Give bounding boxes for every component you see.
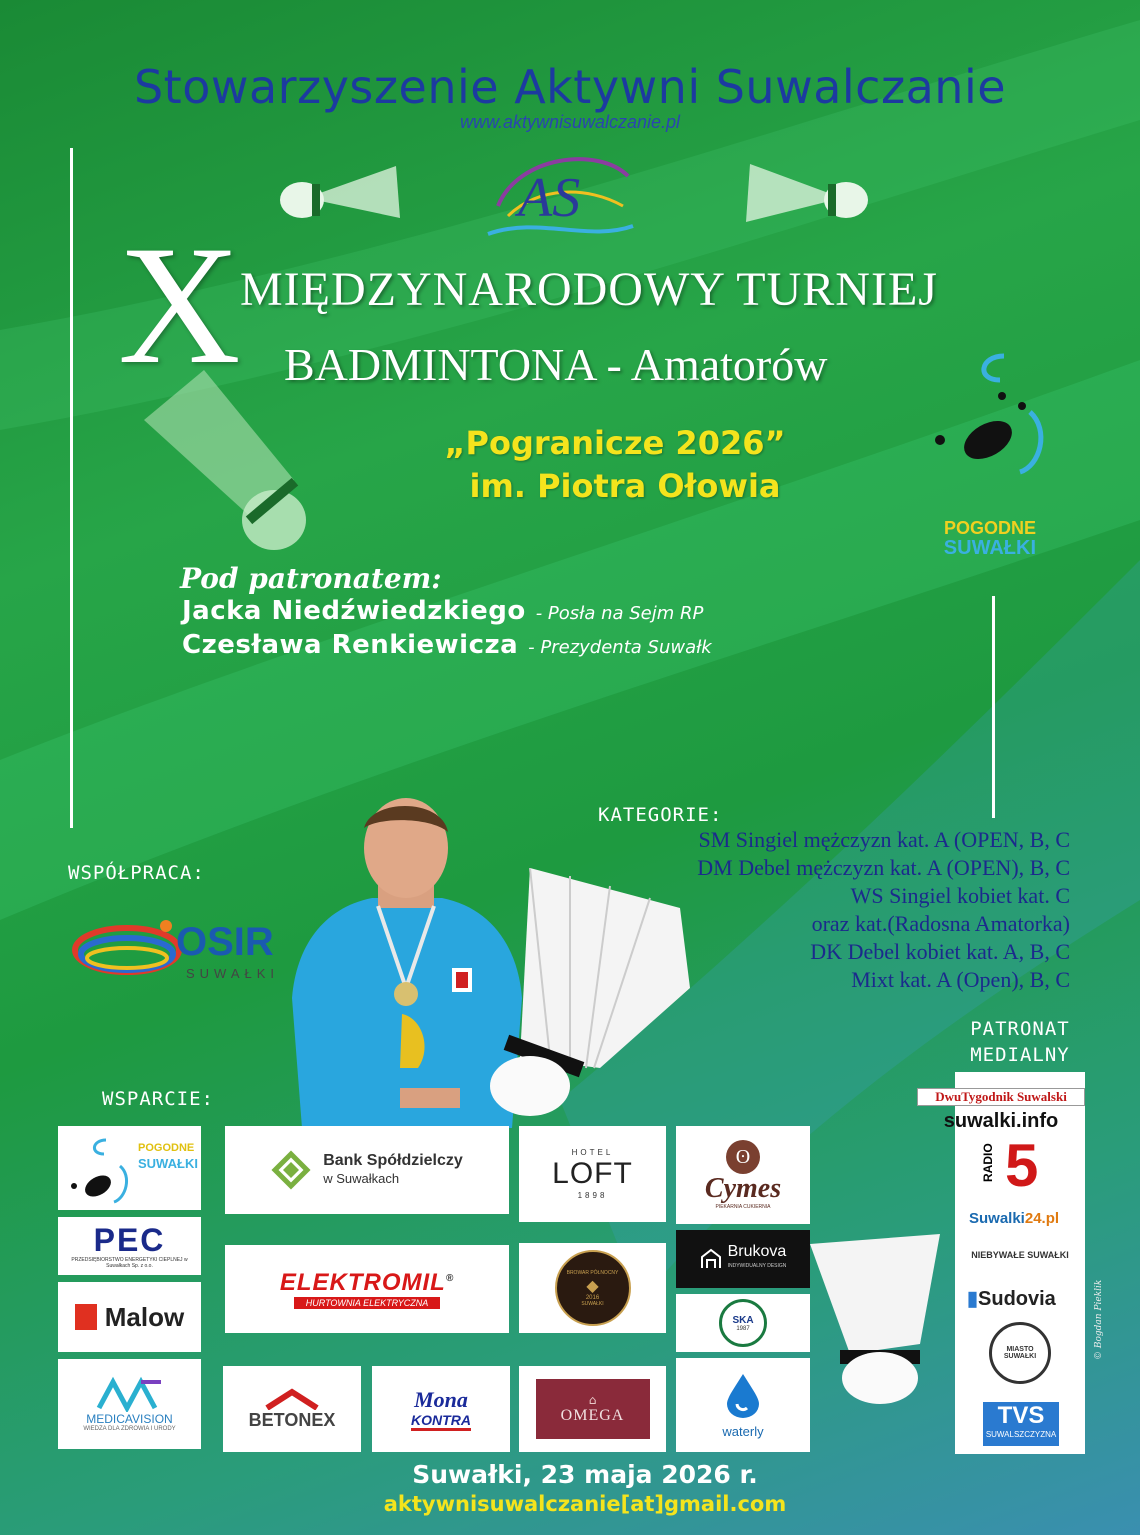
patron-name: Czesława Renkiewicza: [182, 630, 519, 660]
shuttlecock-icon: [742, 156, 872, 240]
sponsor-brukova: [676, 1230, 810, 1288]
patron-name: Jacka Niedźwiedzkiego: [182, 596, 526, 626]
organization-title: Stowarzyszenie Aktywni Suwalczanie: [133, 60, 1007, 114]
patronage-heading: Pod patronatem:: [180, 562, 442, 595]
ska-name: SKA: [732, 1314, 754, 1326]
pec-desc: PRZEDSIĘBIORSTWO ENERGETYKI CIEPLNEJ w Suwałkach Sp. z o.o.: [71, 1257, 188, 1269]
right-vertical-line: [992, 596, 995, 818]
radio-text: RADIO: [981, 1143, 995, 1182]
omega-name: OMEGA: [560, 1407, 625, 1424]
tvs-sub: SUWALSZCZYZNA: [985, 1430, 1057, 1439]
category-item: DM Debel mężczyzn kat. A (OPEN), B, C: [697, 855, 1070, 880]
title-line-2: BADMINTONA - Amatorów: [284, 339, 828, 390]
elektromil-desc: HURTOWNIA ELEKTRYCZNA: [294, 1297, 441, 1309]
category-item: DK Debel kobiet kat. A, B, C: [810, 939, 1070, 964]
brukova-desc: INDYWIDUALNY DESIGN: [727, 1263, 787, 1269]
osir-swoosh-icon: [72, 918, 182, 978]
sudovia-name: Sudovia: [978, 1288, 1056, 1310]
sponsor-malow: [58, 1282, 201, 1352]
patron-row: [182, 630, 712, 660]
cymes-desc: PIEKARNIA CUKIERNIA: [715, 1204, 771, 1210]
category-item: Mixt kat. A (Open), B, C: [851, 967, 1070, 992]
betonex-mark-icon: [257, 1388, 327, 1410]
event-date: Suwałki, 23 maja 2026 r.: [412, 1460, 758, 1489]
media-patrons-panel: [935, 1072, 1085, 1454]
media-label-line-1: PATRONAT: [970, 1018, 1070, 1040]
cymes-name: Cymes: [704, 1173, 782, 1204]
patron-role: - Prezydenta Suwałk: [528, 637, 712, 658]
cooperation-label: WSPÓŁPRACA:: [68, 862, 205, 884]
loft-name: LOFT: [552, 1157, 633, 1190]
suwalki-info-logo: suwalki.info: [943, 1110, 1059, 1132]
sponsor-bank-spoldzielczy: [225, 1126, 509, 1214]
suwalki24-suffix: 24.pl: [1024, 1210, 1060, 1227]
support-label: WSPARCIE:: [102, 1088, 214, 1110]
pogodne-small-text: [138, 1140, 198, 1172]
shuttlecock-icon: [276, 158, 406, 238]
bank-line-2: w Suwałkach: [323, 1171, 400, 1186]
elektromil-name-text: ELEKTROMIL: [279, 1269, 446, 1296]
contact-email[interactable]: aktywnisuwalczanie[at]gmail.com: [383, 1492, 787, 1516]
medicavision-name: MEDICAVISION: [86, 1412, 173, 1426]
sponsor-omega: [519, 1366, 666, 1452]
loft-top: HOTEL: [571, 1148, 614, 1157]
cymes-mark-icon: ʘ: [726, 1140, 760, 1174]
category-item: oraz kat.(Radosna Amatorka): [811, 911, 1070, 936]
omega-plate: [536, 1379, 650, 1439]
pogodne-small-line-2: SUWAŁKI: [138, 1156, 198, 1171]
miasto-suwalki-text: MIASTO SUWAŁKI: [1003, 1346, 1037, 1360]
water-drop-icon: [725, 1372, 761, 1418]
website-link[interactable]: www.aktywnisuwalczanie.pl: [459, 112, 681, 132]
bank-mark-icon: [271, 1150, 311, 1190]
sponsor-elektromil: [225, 1245, 509, 1333]
bank-text: [323, 1152, 463, 1188]
ska-badge: [719, 1299, 767, 1347]
malow-name: Malow: [104, 1301, 185, 1332]
malow-mark-icon: [75, 1304, 97, 1330]
photo-credit: © Bogdan Pieklik: [1094, 1279, 1104, 1360]
sponsor-browar-polnocny: [519, 1243, 666, 1333]
sponsor-pogodne-suwalki: [58, 1126, 201, 1210]
shuttlecock-icon: [490, 868, 700, 1124]
sponsor-hotel-loft: [519, 1126, 666, 1222]
as-logo-letters: AS: [518, 167, 581, 229]
miasto-suwalki-logo: [989, 1322, 1051, 1384]
betonex-name: BETONEX: [248, 1409, 336, 1430]
sponsor-betonex: [223, 1366, 361, 1452]
radio5-logo: [975, 1132, 1065, 1200]
brukova-text: [728, 1245, 787, 1273]
pec-name: PEC: [93, 1222, 166, 1258]
elektromil-mark: ®: [445, 1273, 455, 1284]
tournament-dedication: im. Piotra Ołowia: [469, 467, 781, 505]
pogodne-logo-line-2: SUWAŁKI: [943, 537, 1036, 559]
radio-number: 5: [1005, 1132, 1039, 1199]
brukova-house-icon: [700, 1248, 722, 1270]
as-logo: [478, 146, 638, 242]
browar-year: 2016: [585, 1294, 600, 1301]
medicavision-desc: WIEDZA DLA ZDROWIA I URODY: [83, 1426, 176, 1432]
category-item: WS Singiel kobiet kat. C: [850, 883, 1070, 908]
ska-year: 1987: [736, 1325, 750, 1332]
sponsor-medicavision: [58, 1359, 201, 1449]
pogodne-logo-mark: [930, 350, 1050, 480]
tvs-name: TVS: [997, 1402, 1045, 1429]
edition-numeral: X: [118, 211, 241, 399]
patron-row: [182, 596, 703, 626]
sponsor-ska: [676, 1294, 810, 1352]
categories-label: KATEGORIE:: [598, 804, 723, 826]
sponsor-mona-kontra: [372, 1366, 510, 1452]
loft-year: 1898: [577, 1191, 608, 1200]
pogodne-mark-icon: [66, 1136, 136, 1204]
osir-city: SUWAŁKI: [186, 966, 280, 981]
pogodne-suwalki-logo: [932, 518, 1036, 558]
medicavision-mark-icon: [95, 1376, 165, 1412]
title-line-1: MIĘDZYNARODOWY TURNIEJ: [240, 263, 938, 316]
pogodne-small-line-1: POGODNE: [138, 1142, 195, 1154]
osir-logo: [72, 908, 312, 988]
categories-list: [697, 826, 1070, 994]
dwutygodnik-logo: DwuTygodnik Suwalski: [917, 1088, 1085, 1106]
suwalki24-logo: [969, 1210, 1059, 1227]
osir-name: OSIR: [176, 920, 274, 964]
patron-role: - Posła na Sejm RP: [535, 603, 704, 624]
shuttlecock-icon: [810, 1214, 950, 1404]
mona-sub: KONTRA: [411, 1412, 471, 1431]
browar-badge: [555, 1250, 631, 1326]
suwalki24-name: Suwalki: [969, 1210, 1025, 1227]
browar-name: BROWAR PÓŁNOCNY: [566, 1269, 619, 1276]
bank-line-1: Bank Spółdzielczy: [323, 1152, 463, 1169]
waterly-name: waterly: [722, 1423, 764, 1439]
tvs-logo: [983, 1402, 1059, 1446]
pogodne-logo-line-1: POGODNE: [943, 518, 1036, 538]
sponsor-pec: [58, 1217, 201, 1275]
brukova-name: Brukova: [727, 1243, 787, 1260]
niebywale-logo: NIEBYWAŁE SUWAŁKI: [971, 1250, 1069, 1260]
elektromil-name: [280, 1269, 454, 1297]
media-patron-label: [960, 1016, 1080, 1068]
sponsor-waterly: [676, 1358, 810, 1452]
sudovia-logo: ▮Sudovia: [967, 1288, 1056, 1310]
sponsor-cymes: [676, 1126, 810, 1224]
bear-icon: ◆: [586, 1275, 599, 1295]
category-item: SM Singiel mężczyzn kat. A (OPEN, B, C: [698, 827, 1070, 852]
media-label-line-2: MEDIALNY: [970, 1044, 1070, 1066]
mona-name: Mona: [414, 1386, 468, 1412]
tournament-name: „Pogranicze 2026”: [444, 424, 786, 462]
omega-house-icon: ⌂: [588, 1393, 597, 1407]
browar-sub: SUWAŁKI: [581, 1300, 604, 1307]
